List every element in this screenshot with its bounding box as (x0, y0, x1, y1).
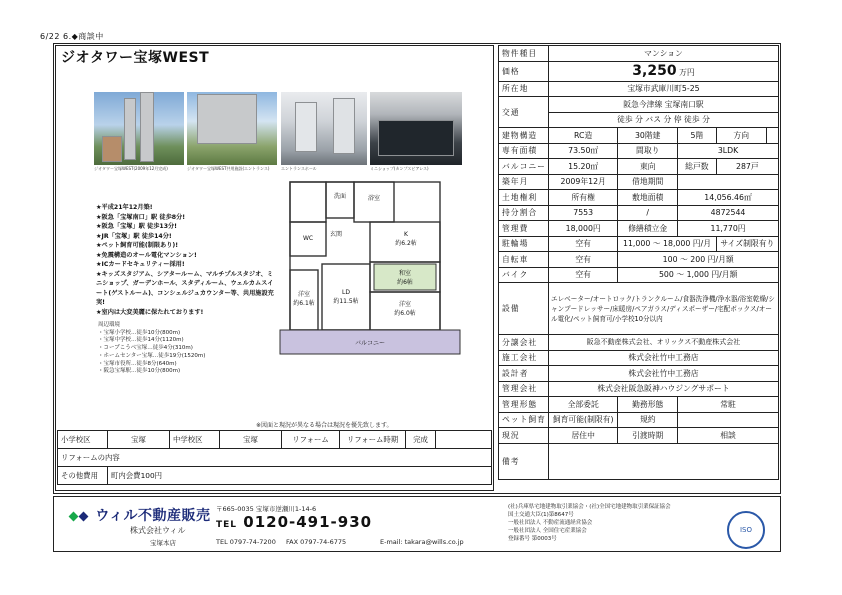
value-site-area: 14,056.46㎡ (678, 190, 779, 206)
label-units: 総戸数 (678, 159, 717, 175)
logo-mark-icon (79, 512, 89, 522)
label-seller: 分譲会社 (499, 335, 549, 351)
plan-wc: WC (302, 235, 314, 242)
value-ratio-a: 7553 (548, 205, 617, 221)
value-right: 所有権 (548, 190, 617, 206)
label-designer: 設計者 (499, 366, 549, 382)
value-pet-rule: 規約 (618, 412, 678, 428)
ratio-sep: / (618, 205, 678, 221)
access-item: ・宝塚市役所…徒歩8分(640m) (98, 360, 177, 367)
label-motorbike: バイク (499, 267, 549, 283)
value-units: 287戸 (716, 159, 778, 175)
plan-jp: 和室 (398, 270, 412, 277)
branch-name: 宝塚本店 (150, 539, 176, 547)
photo-caption: ジオタワー宝塚WEST(2009年12月完成) (94, 166, 168, 171)
access-item: ・ホームセンター宝塚…徒歩19分(1520m) (98, 352, 206, 359)
photo-caption: ミニショップ(カンプスピアレス) (370, 166, 429, 171)
tel2: TEL 0797-74-7200 (216, 538, 276, 546)
label-equipment: 設備 (499, 283, 549, 335)
plan-entrance: 玄関 (329, 231, 343, 238)
price-unit: 万円 (679, 68, 695, 77)
value-parking-price: 11,000 〜 18,000 円/月 (618, 236, 716, 252)
value-ratio-b: 4872544 (678, 205, 779, 221)
value-other-fee: 町内会費100円 (108, 467, 492, 485)
company-name: ウィル不動産販売 (95, 508, 211, 524)
label-parking: 駐輪場 (499, 236, 549, 252)
label-bicycle: 自転車 (499, 252, 549, 268)
label-built: 築年月 (499, 174, 549, 190)
phone-number (216, 513, 372, 531)
value-designer: 株式会社竹中工務店 (548, 366, 778, 382)
company-name-2: 株式会社ウィル (130, 526, 186, 535)
logo-mark-icon (69, 512, 79, 522)
label-balcony: バルコニー (499, 159, 549, 175)
photo-hall (370, 92, 462, 165)
plan-ld: LD (342, 289, 350, 296)
plan-balcony: バルコニー (354, 340, 386, 347)
photo-caption: エントランスホール (281, 166, 317, 171)
plan-jp-size: 約6帖 (397, 279, 413, 286)
photo-tower (187, 92, 277, 165)
plan-room1-size: 約6.1帖 (293, 300, 315, 307)
value-mgmt-form: 全部委託 (548, 397, 617, 413)
feature-item: ★免震構造のオール電化マンション! (96, 251, 197, 259)
tel-label: TEL (216, 520, 238, 530)
label-traffic: 交通 (499, 97, 549, 128)
label-jhs: 中学校区 (170, 431, 220, 449)
value-area: 73.50㎡ (548, 143, 617, 159)
access-item: ・阪急宝塚駅…徒歩10分(800m) (98, 368, 181, 375)
plan-note: ※図面と現況が異なる場合は現況を優先致します。 (256, 422, 393, 429)
value-type: マンション (548, 46, 778, 62)
label-other-fee: その他費用 (58, 467, 108, 485)
photo-caption: ジオタワー宝塚WEST共用施設(エントランス) (187, 166, 270, 171)
value-status: 居住中 (548, 428, 617, 444)
feature-item: ★室内は大変美麗に保たれております! (96, 308, 204, 316)
label-remarks: 備考 (499, 443, 549, 479)
label-pet: ペット飼育 (499, 412, 549, 428)
label-ratio: 持分割合 (499, 205, 549, 221)
access-list (98, 322, 278, 376)
value-seller: 阪急不動産株式会社、オリックス不動産株式会社 (548, 335, 778, 351)
company-logo (70, 505, 211, 525)
value-bicycle-price: 100 〜 200 円/月額 (618, 252, 779, 268)
value-repair-fund: 11,770円 (678, 221, 779, 237)
feature-item: ★平成21年12月築! (96, 204, 153, 211)
plan-room2: 洋室 (398, 301, 412, 308)
label-reform: リフォーム (282, 431, 340, 449)
value-motorbike-avail: 空有 (548, 267, 617, 283)
label-manager: 管理会社 (499, 381, 549, 397)
label-right: 土地権利 (499, 190, 549, 206)
label-direction: 方向 (716, 128, 766, 144)
certification-seal-icon: ISO (727, 511, 765, 549)
label-price: 価格 (499, 61, 549, 81)
plan-room2-size: 約6.0帖 (394, 310, 416, 317)
value-layout: 3LDK (678, 143, 779, 159)
label-builder: 施工会社 (499, 350, 549, 366)
label-reform-content: リフォームの内容 (58, 449, 492, 467)
label-status: 現況 (499, 428, 549, 444)
label-site-area: 敷地面積 (618, 190, 678, 206)
value-traffic-walk: 徒歩 分 バス 分 停 徒歩 分 (548, 112, 778, 128)
label-repair-fund: 修繕積立金 (618, 221, 678, 237)
value-traffic-line: 阪急今津線 宝塚南口駅 (548, 97, 778, 113)
label-done: 完成 (406, 431, 436, 449)
plan-wash: 洗面 (333, 193, 347, 200)
value-balcony: 15.20㎡ (548, 159, 617, 175)
plan-kitchen: K (404, 231, 408, 238)
feature-item: ★阪急「宝塚」駅 徒歩13分! (96, 223, 178, 230)
value-manager: 株式会社阪急阪神ハウジングサポート (548, 381, 778, 397)
value-floor: 5階 (678, 128, 717, 144)
photo-entrance (281, 92, 367, 165)
feature-item: ★ICカードセキュリティー採用! (96, 261, 185, 268)
floor-plan (266, 178, 462, 370)
header-stamp: 6/22 6.◆商談中 (40, 32, 104, 41)
plan-bath: 浴室 (367, 195, 381, 202)
label-reform-time: リフォーム時期 (340, 431, 406, 449)
label-shift: 勤務形態 (618, 397, 678, 413)
value-school: 宝塚 (108, 431, 170, 449)
label-mgmt-form: 管理形態 (499, 397, 549, 413)
access-item: ・宝塚中学校…徒歩14分(1120m) (98, 337, 184, 344)
license-block: (社)兵庫県宅地建物取引業協会・(社)全国宅地建物取引業保証協会 国土交通大臣(1)第8647号 一般社団法人 不動産流通経営協会 一般社団法人 全国住宅産業協会 登録番号 第0003号 (508, 504, 671, 542)
value-parking-avail: 空有 (548, 236, 617, 252)
value-parking-note: サイズ制限有り (716, 236, 778, 252)
access-item: ・宝塚小学校…徒歩10分(800m) (98, 329, 181, 336)
label-area: 専有面積 (499, 143, 549, 159)
value-equipment: エレベーター/オートロック/トランクルーム/食器洗浄機/浄水器/浴室乾燥/シャンプードレッサー/床暖房/ペアガラス/ディスポーザー/宅配ボックス/オール電化/ペット飼育可/小学校10分以内 (548, 283, 778, 335)
value-mgmt-fee: 18,000円 (548, 221, 617, 237)
tel-value: 0120-491-930 (243, 513, 373, 531)
property-title: ジオタワー宝塚WEST (61, 50, 210, 66)
label-land-term: 借地期間 (618, 174, 678, 190)
value-built: 2009年12月 (548, 174, 617, 190)
value-jhs: 宝塚 (220, 431, 282, 449)
spec-table (498, 45, 779, 480)
value-structure: RC造 (548, 128, 617, 144)
value-motorbike-price: 500 〜 1,000 円/月額 (618, 267, 779, 283)
value-delivery: 相談 (678, 428, 779, 444)
value-bicycle-avail: 空有 (548, 252, 617, 268)
feature-item: ★キッズスタジアム、シアタールーム、マルチプルスタジオ、ミニショップ、ガーデンホール、スタディルーム、ウェルカムスイート(ゲストルーム)、コンシェルジュカウンター等、共用施設充実! (96, 270, 274, 306)
email: E-mail: takara@wills.co.jp (380, 538, 464, 546)
label-structure: 建物構造 (499, 128, 549, 144)
plan-ld-size: 約11.5帖 (333, 298, 359, 305)
label-address: 所在地 (499, 81, 549, 97)
company-address: 〒665-0035 宝塚市逆瀬川1-14-6 (216, 505, 317, 513)
plan-room1: 洋室 (297, 291, 311, 298)
fax: FAX 0797-74-6775 (286, 538, 347, 546)
school-reform-table (57, 430, 492, 485)
photo-exterior (94, 92, 184, 165)
value-builder: 株式会社竹中工務店 (548, 350, 778, 366)
feature-item: ★阪急「宝塚南口」駅 徒歩8分! (96, 213, 186, 221)
label-layout: 間取り (618, 143, 678, 159)
feature-item: ★ペット飼育可能(制限あり)! (96, 242, 179, 249)
value-floors: 30階建 (618, 128, 678, 144)
value-balcony-dir: 東向 (618, 159, 678, 175)
value-address: 宝塚市武庫川町5-25 (548, 81, 778, 97)
label-mgmt-fee: 管理費 (499, 221, 549, 237)
access-item: ・コープこうべ宝塚…徒歩4分(310m) (98, 345, 193, 352)
feature-list (96, 203, 276, 317)
value-shift: 常駐 (678, 397, 779, 413)
plan-kitchen-size: 約6.2帖 (395, 240, 417, 247)
value-price: 3,250 (632, 63, 677, 79)
access-title: 周辺環境 (98, 322, 121, 328)
label-delivery: 引渡時期 (618, 428, 678, 444)
feature-item: ★JR「宝塚」駅 徒歩14分! (96, 232, 172, 240)
value-land-term (678, 174, 779, 190)
label-school: 小学校区 (58, 431, 108, 449)
value-pet: 飼育可能(制限有) (548, 412, 617, 428)
label-type: 物件種目 (499, 46, 549, 62)
